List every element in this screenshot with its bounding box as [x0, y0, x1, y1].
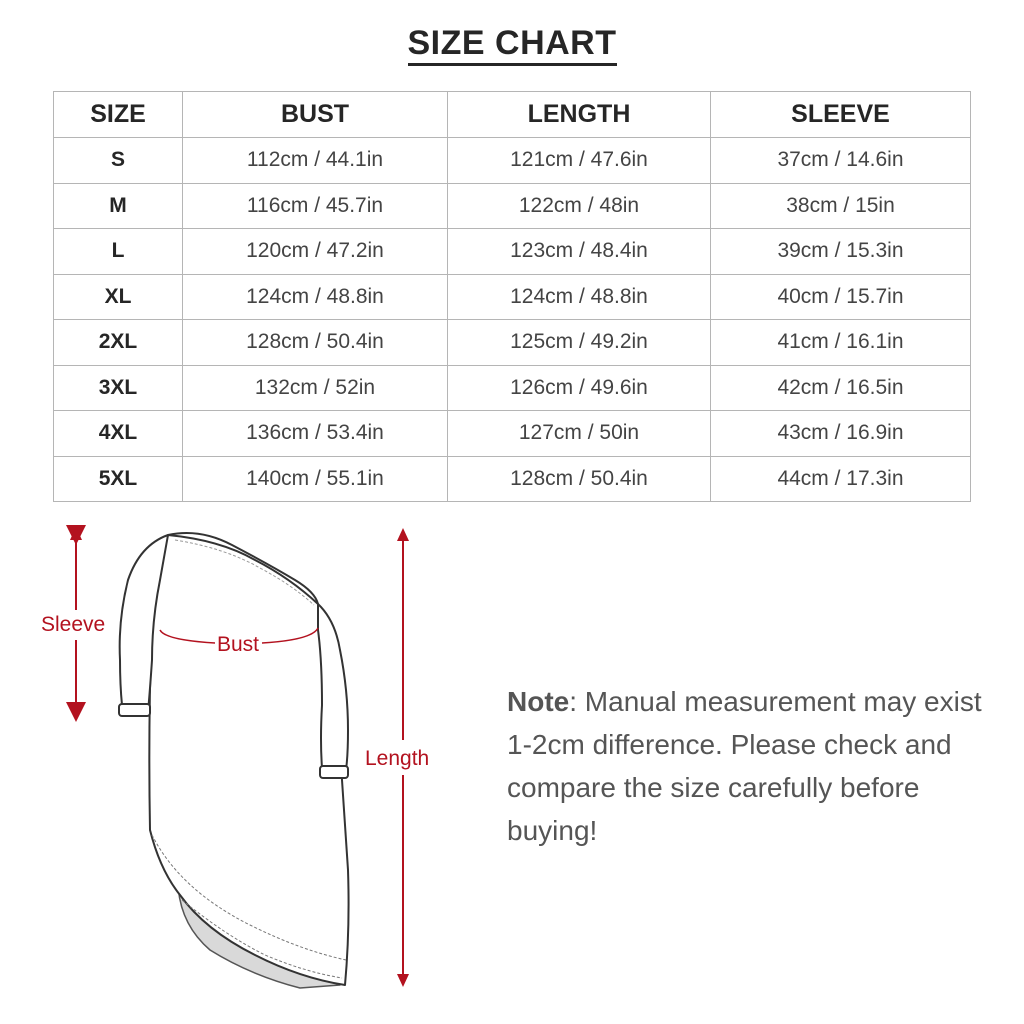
length-cell: 127cm / 50in — [448, 411, 711, 457]
note-text: : Manual measurement may exist 1-2cm difference. Please check and compare the size carefully before buying! — [507, 686, 982, 846]
table-row — [54, 411, 971, 457]
column-header-sleeve: SLEEVE — [711, 92, 971, 138]
table-row — [54, 138, 971, 184]
bust-cell: 112cm / 44.1in — [183, 138, 448, 184]
table-row — [54, 183, 971, 229]
table-row — [54, 229, 971, 275]
sleeve-cell: 41cm / 16.1in — [711, 320, 971, 366]
measurement-note — [507, 680, 997, 852]
size-cell: 2XL — [54, 320, 183, 366]
length-cell: 124cm / 48.8in — [448, 274, 711, 320]
bust-cell: 140cm / 55.1in — [183, 456, 448, 502]
page-title — [0, 24, 1024, 63]
bust-cell: 132cm / 52in — [183, 365, 448, 411]
sleeve-cell: 42cm / 16.5in — [711, 365, 971, 411]
size-table — [53, 91, 971, 502]
size-cell: M — [54, 183, 183, 229]
table-row — [54, 320, 971, 366]
length-cell: 125cm / 49.2in — [448, 320, 711, 366]
sleeve-cell: 39cm / 15.3in — [711, 229, 971, 275]
garment-diagram — [0, 515, 500, 1024]
bust-cell: 124cm / 48.8in — [183, 274, 448, 320]
column-header-size: SIZE — [54, 92, 183, 138]
length-cell: 121cm / 47.6in — [448, 138, 711, 184]
sleeve-cell: 44cm / 17.3in — [711, 456, 971, 502]
column-header-bust: BUST — [183, 92, 448, 138]
length-cell: 126cm / 49.6in — [448, 365, 711, 411]
column-header-length: LENGTH — [448, 92, 711, 138]
sleeve-label: Sleeve — [41, 613, 106, 636]
size-cell: XL — [54, 274, 183, 320]
size-cell: S — [54, 138, 183, 184]
size-cell: L — [54, 229, 183, 275]
sleeve-arrow-head-top — [70, 527, 82, 540]
bust-cell: 120cm / 47.2in — [183, 229, 448, 275]
size-cell: 4XL — [54, 411, 183, 457]
sleeve-cell: 43cm / 16.9in — [711, 411, 971, 457]
table-row — [54, 274, 971, 320]
length-cell: 128cm / 50.4in — [448, 456, 711, 502]
length-label: Length — [365, 747, 430, 770]
length-cell: 123cm / 48.4in — [448, 229, 711, 275]
bust-cell: 128cm / 50.4in — [183, 320, 448, 366]
bust-label: Bust — [217, 633, 260, 656]
dress-outline — [119, 533, 349, 988]
page-title-text: SIZE CHART — [408, 24, 617, 66]
sleeve-cell: 37cm / 14.6in — [711, 138, 971, 184]
bust-cell: 116cm / 45.7in — [183, 183, 448, 229]
bust-cell: 136cm / 53.4in — [183, 411, 448, 457]
sleeve-cell: 40cm / 15.7in — [711, 274, 971, 320]
length-cell: 122cm / 48in — [448, 183, 711, 229]
length-arrow-head-bottom — [397, 974, 409, 987]
size-cell: 5XL — [54, 456, 183, 502]
note-label: Note — [507, 686, 570, 717]
table-row — [54, 365, 971, 411]
size-cell: 3XL — [54, 365, 183, 411]
table-row — [54, 456, 971, 502]
sleeve-cell: 38cm / 15in — [711, 183, 971, 229]
table-header-row — [54, 92, 971, 138]
